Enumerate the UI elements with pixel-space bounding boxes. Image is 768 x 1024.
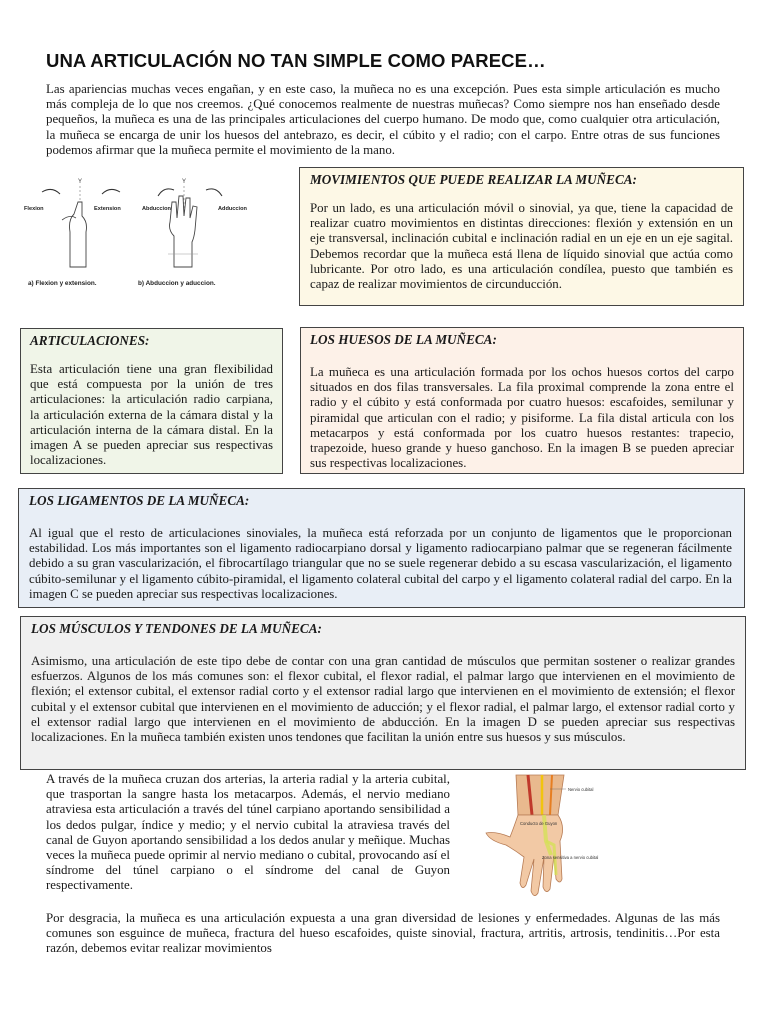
huesos-box: [300, 327, 744, 474]
intro-paragraph: Las apariencias muchas veces engañan, y en este caso, la muñeca no es una excepción. Pues esta simple articulación es mucho más compleja de lo que nos creemos. ¿Qué conocemos realmente de nuestras muñecas? Como siempre nos han enseñado desde pequeños, la muñeca es una de las principales articulaciones del cuerpo humano. De modo que, como cualquier otra articulación, la muñeca se encarga de unir los huesos del antebrazo, es decir, el cúbito y el radio; con el carpo. Entre otras de sus funciones podemos afirmar que la muñeca permite el movimiento de la mano.: [46, 82, 720, 157]
label-adduccion: Adduccion: [218, 206, 247, 212]
nerve-hand-figure: [476, 775, 618, 905]
label-extension: Extension: [94, 206, 121, 212]
movimientos-text: Por un lado, es una articulación móvil o sinovial, ya que, tiene la capacidad de realizar cuatro movimientos en distintas direcciones: flexión y extensión en un eje transversal, inclinación cubital e inclinación radial en un eje en un eje sagital. Debemos recordar que la muñeca está llena de líquido sinovial que actúa como lubricante. Por otro lado, es una articulación condílea, puesto que también es capaz de realizar movimientos de circunducción.: [310, 201, 733, 292]
wrist-movements-figure: [22, 172, 247, 290]
huesos-text: La muñeca es una articulación formada por los ochos huesos cortos del carpo situados en dos filas transversales. La fila proximal comprende la zona entre el radio y el cúbito y está conformada por cuatro huesos: escafoides, semilunar y piramidal que articulan con el radio; y pisiforme. La fila distal articula con los metacarpos y está conformada por los cuatro huesos restantes: trapecio, trapezoide, hueso grande y hueso ganchoso. En la imagen B se pueden apreciar sus respectivas localizaciones.: [310, 365, 734, 471]
nerve-hand-illustration: [476, 775, 618, 905]
huesos-heading: LOS HUESOS DE LA MUÑECA:: [310, 332, 497, 347]
movimientos-heading: MOVIMIENTOS QUE PUEDE REALIZAR LA MUÑECA:: [310, 172, 637, 187]
axis-label-b: Y: [182, 179, 187, 185]
musculos-heading: LOS MÚSCULOS Y TENDONES DE LA MUÑECA:: [31, 621, 322, 636]
wrist-movements-illustration: [22, 172, 247, 290]
page-title: UNA ARTICULACIÓN NO TAN SIMPLE COMO PARECE…: [46, 50, 546, 71]
final-paragraph: Por desgracia, la muñeca es una articulación expuesta a una gran diversidad de lesiones y enfermedades. Algunas de las más comunes son esguince de muñeca, fractura del hueso escafoides, quiste sinovial, fractura, artritis, artrosis, tendinitis…Por esta razón, debemos evitar realizar movimientos: [46, 911, 720, 956]
caption-b: b) Abduccion y aduccion.: [138, 280, 216, 287]
musculos-box: [20, 616, 746, 770]
ligamentos-text: Al igual que el resto de articulaciones sinoviales, la muñeca está reforzada por un conjunto de ligamentos que le proporcionan estabilidad. Los más importantes son el ligamento radiocarpiano dorsal y ligamento radiocarpiano palmar que se regeneran fácilmente debido a su gran vascularización, el fibrocartílago triangular que no se suele regenerar debido a su escasa vascularización, el ligamento cúbito-semilunar y el ligamento cúbito-piramidal, el ligamento colateral cubital del carpo y el ligamento colateral radial del carpo. En la imagen C se pueden apreciar sus respectivas localizaciones.: [29, 526, 732, 601]
label-abduccion: Abduccion: [142, 206, 171, 212]
ligamentos-heading: LOS LIGAMENTOS DE LA MUÑECA:: [29, 493, 250, 508]
axis-label: Y: [78, 179, 83, 185]
articulaciones-box: [20, 328, 283, 474]
musculos-text: Asimismo, una articulación de este tipo debe de contar con una gran cantidad de músculos que permitan sostener o realizar grandes esfuerzos. Algunos de los más comunes son: el flexor cubital, el flexor radial, el palmar largo que intervienen en el movimiento de flexión; el extensor cubital, el extensor radial corto y el extensor radial largo que intervienen en el movimiento de extensión; el flexor cubital y el extensor cubital que intervienen en el movimiento de aducción; y el flexor radial, el palmar largo, el extensor radial corto y el extensor radial largo que intervienen en el movimiento de abducción. En la imagen D se pueden apreciar sus respectivas localizaciones. En la muñeca también existen unos tendones que facilitan la unión entre sus huesos y sus músculos.: [31, 654, 735, 745]
articulaciones-heading: ARTICULACIONES:: [30, 333, 150, 348]
label-conducto-guyon: Conducto de Guyon: [520, 821, 558, 826]
ligamentos-box: [18, 488, 745, 608]
label-zona-sensitiva: Zona sensitiva a nervio cubital: [542, 855, 599, 860]
label-flexion: Flexion: [24, 206, 44, 212]
label-nervio-cubital: Nervio cubital: [568, 787, 594, 792]
articulaciones-text: Esta articulación tiene una gran flexibilidad que está compuesta por la unión de tres articulaciones: la articulación radio carpiana, la articulación externa de la cámara distal y la articulación interna de la cámara distal. En la imagen A se pueden apreciar sus respectivas localizaciones.: [30, 362, 273, 468]
movimientos-box: [299, 167, 744, 306]
arterias-paragraph: A través de la muñeca cruzan dos arterias, la arteria radial y la arteria cubital, que trasportan la sangre hasta los metacarpos. Además, el nervio mediano atraviesa esta articulación a través del túnel carpiano aportando sensibilidad a los dedos pulgar, índice y medio; y el nervio cubital la atraviesa través del canal de Guyon aportando sensibilidad a los dedos anular y meñique. Muchas veces la muñeca puede oprimir al nervio mediano o cubital, provocando así el síndrome del túnel carpiano o el síndrome del canal de Guyon respectivamente.: [46, 772, 450, 893]
caption-a: a) Flexion y extension.: [28, 280, 97, 287]
